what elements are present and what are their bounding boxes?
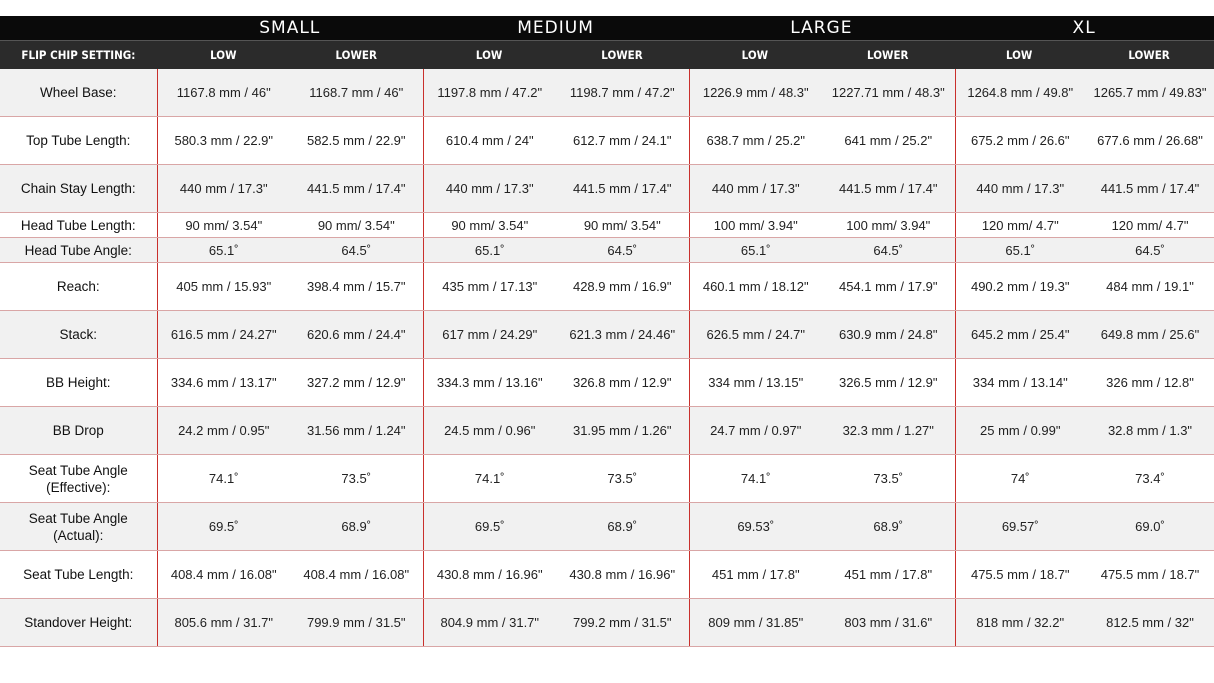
row-label: Head Tube Length: [0,213,157,238]
table-cell: 69.5˚ [423,503,556,551]
table-cell: 398.4 mm / 15.7" [290,263,423,311]
flip-chip-row [0,40,1214,69]
table-cell: 32.3 mm / 1.27" [822,407,955,455]
table-cell: 334.6 mm / 13.17" [157,359,290,407]
table-cell: 435 mm / 17.13" [423,263,556,311]
table-cell: 25 mm / 0.99" [955,407,1085,455]
row-label: Seat Tube Angle (Effective): [0,455,157,503]
size-medium: MEDIUM [517,18,594,38]
row-label: Head Tube Angle: [0,238,157,263]
table-cell: 90 mm/ 3.54" [556,213,689,238]
size-small: SMALL [259,18,321,38]
table-cell: 120 mm/ 4.7" [955,213,1085,238]
row-label: Wheel Base: [0,69,157,117]
table-cell: 73.5˚ [822,455,955,503]
table-cell: 460.1 mm / 18.12" [689,263,822,311]
table-cell: 69.5˚ [157,503,290,551]
table-cell: 90 mm/ 3.54" [157,213,290,238]
table-cell: 73.5˚ [556,455,689,503]
table-cell: 490.2 mm / 19.3" [955,263,1085,311]
table-cell: 804.9 mm / 31.7" [423,599,556,647]
table-cell: 31.56 mm / 1.24" [290,407,423,455]
table-cell: 809 mm / 31.85" [689,599,822,647]
table-cell: 638.7 mm / 25.2" [689,117,822,165]
table-cell: 616.5 mm / 24.27" [157,311,290,359]
table-cell: 32.8 mm / 1.3" [1085,407,1214,455]
table-cell: 441.5 mm / 17.4" [822,165,955,213]
table-cell: 64.5˚ [556,238,689,263]
table-cell: 64.5˚ [822,238,955,263]
table-row [0,503,1214,551]
table-cell: 65.1˚ [423,238,556,263]
geometry-chart [0,16,1214,647]
table-cell: 31.95 mm / 1.26" [556,407,689,455]
table-cell: 582.5 mm / 22.9" [290,117,423,165]
table-cell: 65.1˚ [689,238,822,263]
table-row [0,213,1214,238]
table-row [0,599,1214,647]
table-cell: 441.5 mm / 17.4" [556,165,689,213]
table-cell: 612.7 mm / 24.1" [556,117,689,165]
geometry-table [0,69,1214,647]
table-cell: 621.3 mm / 24.46" [556,311,689,359]
table-cell: 454.1 mm / 17.9" [822,263,955,311]
flip-chip-label: FLIP CHIP SETTING: [21,48,136,62]
table-cell: 441.5 mm / 17.4" [1085,165,1214,213]
table-row [0,551,1214,599]
table-cell: 405 mm / 15.93" [157,263,290,311]
table-cell: 68.9˚ [822,503,955,551]
table-cell: 64.5˚ [1085,238,1214,263]
row-label: Stack: [0,311,157,359]
table-cell: 120 mm/ 4.7" [1085,213,1214,238]
table-cell: 73.5˚ [290,455,423,503]
table-cell: 408.4 mm / 16.08" [157,551,290,599]
table-cell: 626.5 mm / 24.7" [689,311,822,359]
table-row [0,311,1214,359]
table-cell: 65.1˚ [955,238,1085,263]
table-cell: 334 mm / 13.14" [955,359,1085,407]
table-cell: 1198.7 mm / 47.2" [556,69,689,117]
table-row [0,165,1214,213]
flip-setting: LOWER [867,48,909,62]
flip-setting: LOW [741,48,769,62]
row-label: Reach: [0,263,157,311]
row-label: Chain Stay Length: [0,165,157,213]
table-cell: 1227.71 mm / 48.3" [822,69,955,117]
table-cell: 64.5˚ [290,238,423,263]
flip-setting: LOWER [601,48,643,62]
table-cell: 65.1˚ [157,238,290,263]
table-cell: 451 mm / 17.8" [822,551,955,599]
flip-setting: LOW [475,48,503,62]
table-cell: 1197.8 mm / 47.2" [423,69,556,117]
table-cell: 812.5 mm / 32" [1085,599,1214,647]
table-row [0,359,1214,407]
table-cell: 1226.9 mm / 48.3" [689,69,822,117]
table-cell: 69.57˚ [955,503,1085,551]
table-cell: 475.5 mm / 18.7" [955,551,1085,599]
table-cell: 100 mm/ 3.94" [689,213,822,238]
table-cell: 68.9˚ [556,503,689,551]
table-cell: 620.6 mm / 24.4" [290,311,423,359]
table-row [0,238,1214,263]
table-cell: 74.1˚ [157,455,290,503]
row-label: Standover Height: [0,599,157,647]
table-cell: 440 mm / 17.3" [689,165,822,213]
table-cell: 430.8 mm / 16.96" [423,551,556,599]
table-cell: 675.2 mm / 26.6" [955,117,1085,165]
table-cell: 610.4 mm / 24" [423,117,556,165]
table-cell: 617 mm / 24.29" [423,311,556,359]
table-cell: 334.3 mm / 13.16" [423,359,556,407]
table-cell: 484 mm / 19.1" [1085,263,1214,311]
flip-setting: LOWER [1128,48,1170,62]
table-cell: 430.8 mm / 16.96" [556,551,689,599]
table-cell: 327.2 mm / 12.9" [290,359,423,407]
table-cell: 440 mm / 17.3" [423,165,556,213]
table-cell: 90 mm/ 3.54" [423,213,556,238]
table-cell: 90 mm/ 3.54" [290,213,423,238]
table-row [0,455,1214,503]
table-cell: 69.0˚ [1085,503,1214,551]
table-cell: 1265.7 mm / 49.83" [1085,69,1214,117]
table-cell: 24.7 mm / 0.97" [689,407,822,455]
row-label: Top Tube Length: [0,117,157,165]
table-cell: 580.3 mm / 22.9" [157,117,290,165]
table-row [0,117,1214,165]
table-cell: 441.5 mm / 17.4" [290,165,423,213]
table-cell: 24.5 mm / 0.96" [423,407,556,455]
row-label: Seat Tube Length: [0,551,157,599]
table-cell: 1264.8 mm / 49.8" [955,69,1085,117]
table-cell: 69.53˚ [689,503,822,551]
row-label: Seat Tube Angle (Actual): [0,503,157,551]
table-cell: 408.4 mm / 16.08" [290,551,423,599]
table-cell: 440 mm / 17.3" [157,165,290,213]
size-header-row [0,16,1214,40]
table-cell: 440 mm / 17.3" [955,165,1085,213]
table-cell: 428.9 mm / 16.9" [556,263,689,311]
table-cell: 326 mm / 12.8" [1085,359,1214,407]
table-cell: 326.5 mm / 12.9" [822,359,955,407]
table-row [0,263,1214,311]
flip-setting: LOWER [335,48,377,62]
table-cell: 475.5 mm / 18.7" [1085,551,1214,599]
row-label: BB Drop [0,407,157,455]
table-cell: 645.2 mm / 25.4" [955,311,1085,359]
table-cell: 799.2 mm / 31.5" [556,599,689,647]
size-header-spacer [0,16,157,40]
table-cell: 326.8 mm / 12.9" [556,359,689,407]
table-cell: 649.8 mm / 25.6" [1085,311,1214,359]
table-cell: 68.9˚ [290,503,423,551]
table-cell: 24.2 mm / 0.95" [157,407,290,455]
table-cell: 1167.8 mm / 46" [157,69,290,117]
flip-setting: LOW [210,48,237,62]
table-cell: 641 mm / 25.2" [822,117,955,165]
table-cell: 799.9 mm / 31.5" [290,599,423,647]
table-cell: 74˚ [955,455,1085,503]
table-row [0,407,1214,455]
table-cell: 805.6 mm / 31.7" [157,599,290,647]
table-cell: 334 mm / 13.15" [689,359,822,407]
table-cell: 818 mm / 32.2" [955,599,1085,647]
table-cell: 100 mm/ 3.94" [822,213,955,238]
row-label: BB Height: [0,359,157,407]
table-cell: 803 mm / 31.6" [822,599,955,647]
table-cell: 677.6 mm / 26.68" [1085,117,1214,165]
table-cell: 451 mm / 17.8" [689,551,822,599]
geometry-table-body [0,69,1214,647]
table-cell: 630.9 mm / 24.8" [822,311,955,359]
table-cell: 73.4˚ [1085,455,1214,503]
table-cell: 74.1˚ [423,455,556,503]
table-cell: 1168.7 mm / 46" [290,69,423,117]
size-large: LARGE [790,18,853,38]
table-cell: 74.1˚ [689,455,822,503]
size-xl: XL [1072,18,1096,38]
table-row [0,69,1214,117]
flip-setting: LOW [1005,48,1033,62]
